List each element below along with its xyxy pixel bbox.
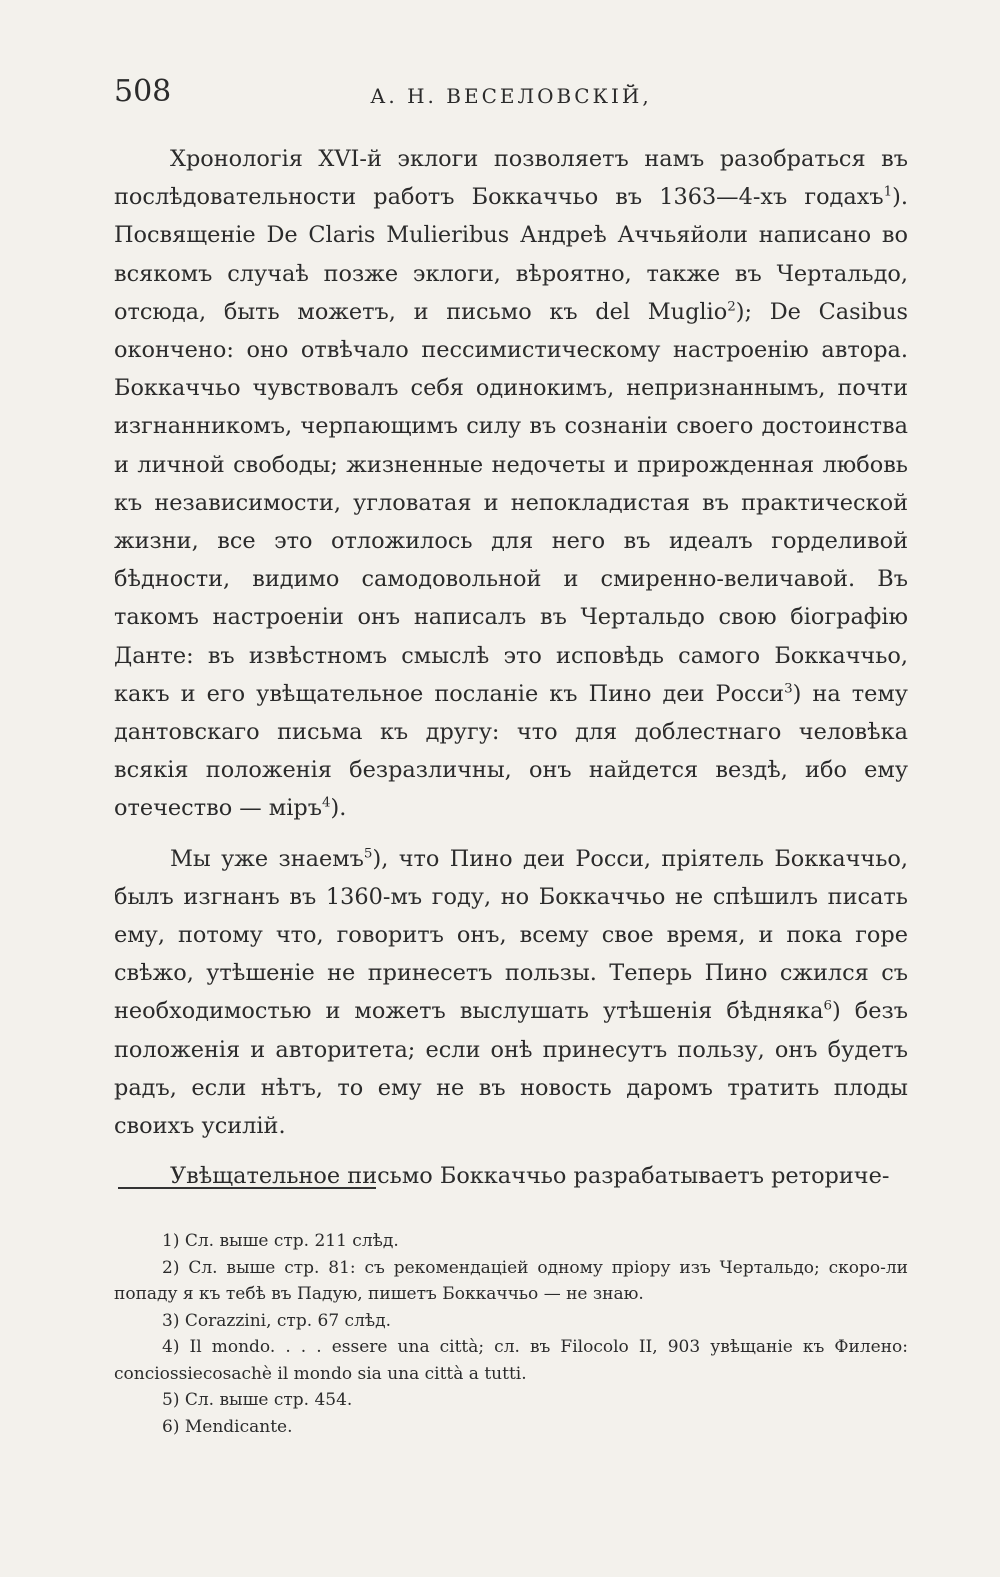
footnote-ref: 5 [363, 846, 373, 862]
text-segment: ) на тему дантовскаго письма къ другу: что для доблестнаго человѣка всякія положенія безразличны, онъ найдется вездѣ, ибо ему отечество — міръ [114, 680, 908, 822]
footnote: 2) Сл. выше стр. 81: съ рекомендаціей одному пріору изъ Чертальдо; скоро-ли попаду я къ тебѣ въ Падую, пишетъ Боккаччьо — не знаю. [114, 1257, 908, 1304]
running-title: А. Н. ВЕСЕЛОВСКІЙ, [370, 84, 652, 108]
text-segment: ). Посвященіе De Claris Mulieribus Андреѣ Аччьяйоли написано во всякомъ случаѣ позже эклоги, вѣроятно, также въ Чертальдо, отсюда, быть можетъ, и письмо къ del Muglio [114, 184, 908, 325]
text-segment: Мы уже знаемъ [170, 845, 364, 872]
text-segment: ), что Пино деи Росси, пріятель Боккаччьо, былъ изгнанъ въ 1360-мъ году, но Боккаччьо не спѣшилъ писать ему, потому что, говоритъ онъ, всему свое время, и пока горе свѣжо, утѣшеніе не принесетъ пользы. Теперь Пино сжился съ необходимостью и можетъ выслушать утѣшенія бѣдняка [114, 845, 908, 1025]
paragraph-1 [114, 140, 908, 828]
footnote: 3) Corazzini, стр. 67 слѣд. [162, 1310, 391, 1331]
text-segment: Хронологія XVI-й эклоги позволяетъ намъ разобраться въ послѣдовательности работъ Боккаччьо въ 1363—4-хъ годахъ [114, 146, 908, 211]
text-segment: ) безъ положенія и авторитета; если онѣ принесутъ пользу, онъ будетъ радъ, если нѣтъ, то ему не въ новость даромъ тратить плоды своихъ усилій. [114, 998, 908, 1140]
main-text [114, 140, 908, 1195]
footnotes [114, 1228, 908, 1440]
paragraph-3: Увѣщательное письмо Боккаччьо разрабатываетъ реториче- [170, 1163, 890, 1190]
text-segment: ). [330, 795, 347, 822]
footnote-ref: 2 [727, 299, 736, 315]
paragraph-2 [114, 840, 908, 1146]
footnote-divider [118, 1187, 376, 1189]
footnote-ref: 3 [784, 681, 793, 697]
footnote: 1) Сл. выше стр. 211 слѣд. [162, 1231, 399, 1251]
page-header [114, 74, 908, 122]
footnote-ref: 1 [883, 184, 893, 200]
footnote-ref: 6 [823, 999, 833, 1014]
footnote: 5) Сл. выше стр. 454. [162, 1390, 353, 1410]
footnote-ref: 4 [321, 795, 331, 811]
footnote: 4) Il mondo. . . . essere una città; сл. въ Filocolo II, 903 увѣщаніе къ Филено: conciossiecosachè il mondo sia una città a tutti. [114, 1337, 908, 1384]
text-segment: ); De Casibus окончено: оно отвѣчало пессимистическому настроенію автора. Боккаччьо чувствовалъ себя одинокимъ, непризнаннымъ, почти изгнанникомъ, черпающимъ силу въ сознаніи своего достоинства и личной свободы; жизненные недочеты и прирожденная любовь къ независимости, угловатая и непокладистая въ практической жизни, все это отложилось для него въ идеалъ горделивой бѣдности, видимо самодовольной и смиренно-величавой. Въ такомъ настроеніи онъ написалъ въ Чертальдо свою біографію Данте: въ извѣстномъ смыслѣ это исповѣдь самого Боккаччьо, какъ и его увѣщательное посланіе къ Пино деи Росси [114, 298, 908, 707]
page-number: 508 [114, 74, 172, 109]
footnote: 6) Mendicante. [162, 1416, 293, 1437]
